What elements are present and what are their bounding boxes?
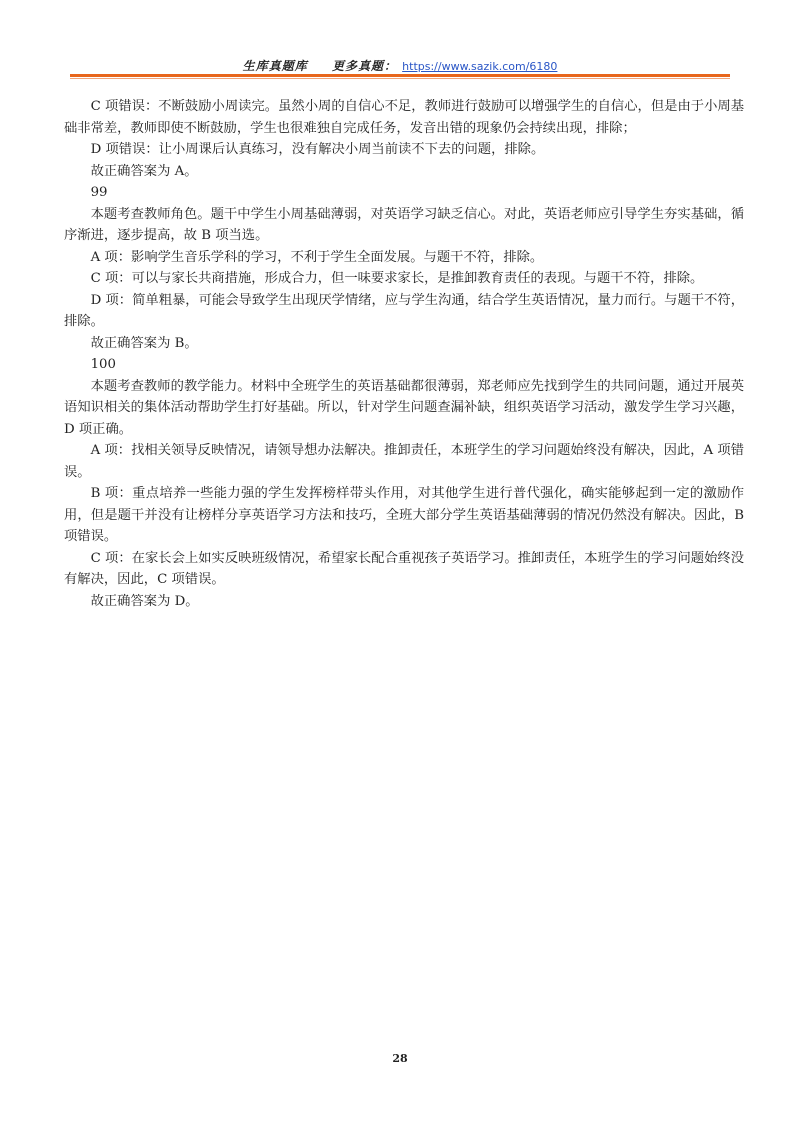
paragraph: C 项：在家长会上如实反映班级情况，希望家长配合重视孩子英语学习。推卸责任，本班学生的学习问题始终没有解决，因此，C 项错误。	[64, 550, 744, 587]
paragraph: 本题考查教师的教学能力。材料中全班学生的英语基础都很薄弱，郑老师应先找到学生的共同问题，通过开展英语知识相关的集体活动帮助学生打好基础。所以，针对学生问题查漏补缺，组织英语学习活动，激发学生学习兴趣，D 项正确。	[64, 378, 744, 437]
page-number: 28	[392, 1052, 408, 1065]
paragraph: D 项错误：让小周课后认真练习，没有解决小周当前读不下去的问题，排除。	[90, 142, 545, 157]
paragraph: A 项：影响学生音乐学科的学习，不利于学生全面发展。与题干不符，排除。	[90, 249, 544, 265]
paragraph: A 项：找相关领导反映情况，请领导想办法解决。推卸责任，本班学生的学习问题始终没有解决，因此，A 项错误。	[64, 443, 744, 480]
header-rule-thin	[70, 78, 730, 79]
paragraph: 故正确答案为 B。	[90, 335, 198, 351]
paragraph: 故正确答案为 D。	[90, 593, 199, 609]
question-number: 99	[90, 185, 108, 200]
header-more-label: 更多真题：	[331, 59, 397, 73]
paragraph: 本题考查教师角色。题干中学生小周基础薄弱，对英语学习缺乏信心。对此，英语老师应引导学生夯实基础，循序渐进，逐步提高，故 B 项当选。	[64, 206, 744, 243]
paragraph: 故正确答案为 A。	[90, 163, 198, 179]
document-body	[64, 96, 744, 612]
page-header	[0, 57, 800, 74]
header-rule	[70, 74, 730, 77]
paragraph: C 项错误：不断鼓励小周读完。虽然小周的自信心不足，教师进行鼓励可以增强学生的自信心，但是由于小周基础非常差，教师即使不断鼓励，学生也很难独自完成任务，发音出错的现象仍会持续出现，排除；	[64, 99, 744, 136]
paragraph: C 项：可以与家长共商措施，形成合力，但一味要求家长，是推卸教育责任的表现。与题干不符，排除。	[90, 271, 704, 286]
header-url-link[interactable]: https://www.sazik.com/6180	[402, 60, 558, 73]
question-number: 100	[90, 357, 116, 372]
paragraph: B 项：重点培养一些能力强的学生发挥榜样带头作用，对其他学生进行普代强化，确实能够起到一定的激励作用，但是题干并没有让榜样分享英语学习方法和技巧，全班大部分学生英语基础薄弱的情况仍然没有解决。因此，B 项错误。	[64, 486, 744, 544]
header-brand: 生库真题库	[242, 59, 308, 73]
paragraph: D 项：简单粗暴，可能会导致学生出现厌学情绪，应与学生沟通，结合学生英语情况，量力而行。与题干不符，排除。	[64, 292, 744, 329]
